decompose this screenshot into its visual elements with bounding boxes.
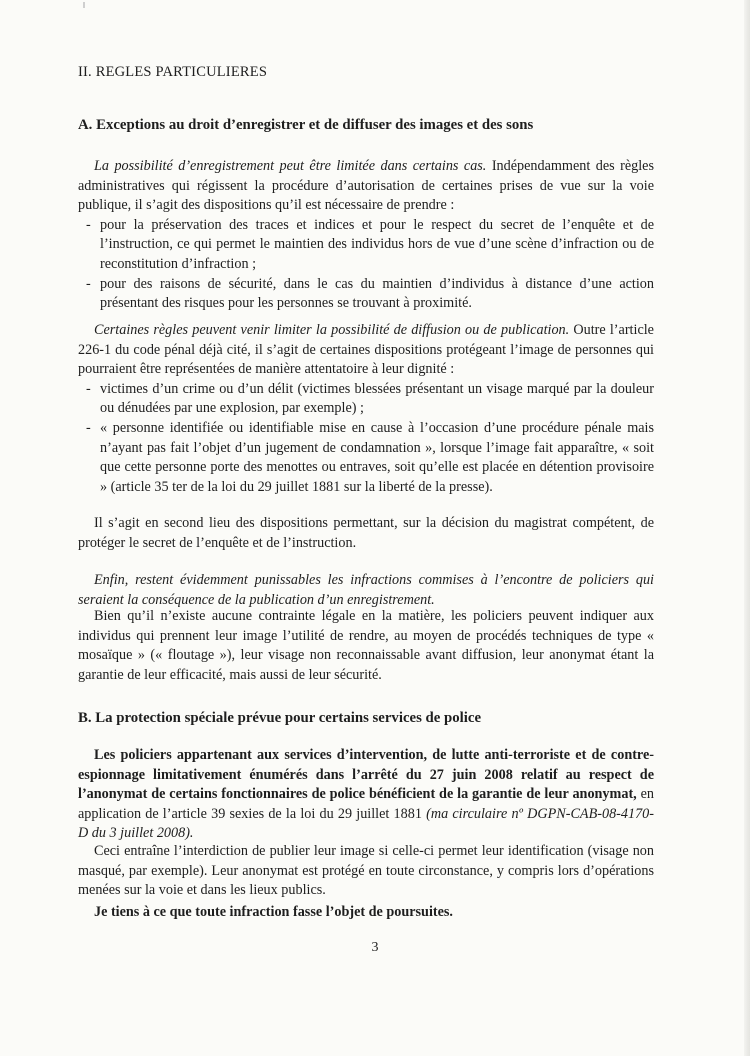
scan-mark — [83, 2, 85, 8]
section-a-p1-list — [78, 216, 654, 314]
page-number: 3 — [371, 940, 379, 955]
list-item: - pour la préservation des traces et indices et pour le respect du secret de l’enquête et de l’instruction, ce qui permet le maintien des individus hors de vue d’une scène d’infraction ou de reconstitution d’infraction ; — [100, 216, 654, 275]
section-b-paragraph-3: Je tiens à ce que toute infraction fasse l’objet de poursuites. — [94, 904, 453, 920]
section-title: II. REGLES PARTICULIERES — [78, 64, 268, 80]
section-b-p1-bold: Les policiers appartenant aux services d’intervention, de lutte anti-terroriste et de contre-espionnage limitativement énumérés dans l’arrêté du 27 juin 2008 relatif au respect de l’anonymat de certains fonctionnaires de police bénéficient de la garantie de leur anonymat, — [78, 747, 654, 803]
section-a-paragraph-2 — [78, 321, 654, 497]
section-a-p1-text: Indépendamment des règles administratives qui régissent la procédure d’autorisation de certaines prises de vue sur la voie publique, il s’agit des dispositions qu’il est nécessaire de prendre : — [78, 158, 654, 214]
section-b-paragraph-1 — [78, 746, 654, 844]
section-a-p1-italic: La possibilité d’enregistrement peut être limitée dans certains cas. — [94, 158, 487, 174]
section-a-heading: A. Exceptions au droit d’enregistrer et de diffuser des images et des sons — [78, 117, 534, 133]
section-b-heading: B. La protection spéciale prévue pour certains services de police — [78, 710, 482, 726]
section-a-paragraph-4: Enfin, restent évidemment punissables les infractions commises à l’encontre de policiers qui seraient la conséquence de la publication d’un enregistrement. — [78, 572, 654, 608]
list-item: - pour des raisons de sécurité, dans le cas du maintien d’individus à distance d’une action présentant des risques pour les personnes se trouvant à proximité. — [100, 275, 654, 314]
section-b-p1-text: en application de l’article 39 sexies de la loi du 29 juillet 1881 — [78, 786, 654, 822]
list-item: - victimes d’un crime ou d’un délit (victimes blessées présentant un visage marqué par la douleur ou dénudées par une explosion, par exemple) ; — [100, 380, 654, 419]
page-edge-shadow — [744, 0, 750, 1056]
section-b-paragraph-2: Ceci entraîne l’interdiction de publier leur image si celle-ci permet leur identification (visage non masqué, par exemple). Leur anonymat est protégé en toute circonstance, y compris lors d’opérations menées sur la voie et dans les lieux publics. — [78, 843, 654, 899]
section-a-p2-list — [78, 380, 654, 498]
list-item: - « personne identifiée ou identifiable mise en cause à l’occasion d’une procédure pénale mais n’ayant pas fait l’objet d’un jugement de condamnation », lorsque l’image fait apparaître, « soit que cette personne porte des menottes ou entraves, soit qu’elle est placée en détention provisoire » (article 35 ter de la loi du 29 juillet 1881 sur la liberté de la presse). — [100, 419, 654, 497]
section-a-paragraph-5: Bien qu’il n’existe aucune contrainte légale en la matière, les policiers peuvent indiquer aux individus qui prennent leur image l’utilité de rendre, au moyen de procédés techniques de type « mosaïque » (« floutage »), leur visage non reconnaissable avant diffusion, leur anonymat étant la garantie de leur efficacité, mais aussi de leur sécurité. — [78, 608, 654, 683]
section-b-p1-italic: (ma circulaire nº DGPN-CAB-08-4170-D du 3 juillet 2008). — [78, 805, 654, 842]
section-a-p2-text: Outre l’article 226-1 du code pénal déjà cité, il s’agit de certaines dispositions protégeant l’image de personnes qui pourraient être représentées de manière attentatoire à leur dignité : — [78, 322, 654, 378]
section-a-p2-italic: Certaines règles peuvent venir limiter la possibilité de diffusion ou de publication. — [94, 322, 570, 338]
section-a-paragraph-3: Il s’agit en second lieu des dispositions permettant, sur la décision du magistrat compétent, de protéger le secret de l’enquête et de l’instruction. — [78, 515, 654, 551]
section-a-paragraph-1 — [78, 157, 654, 314]
